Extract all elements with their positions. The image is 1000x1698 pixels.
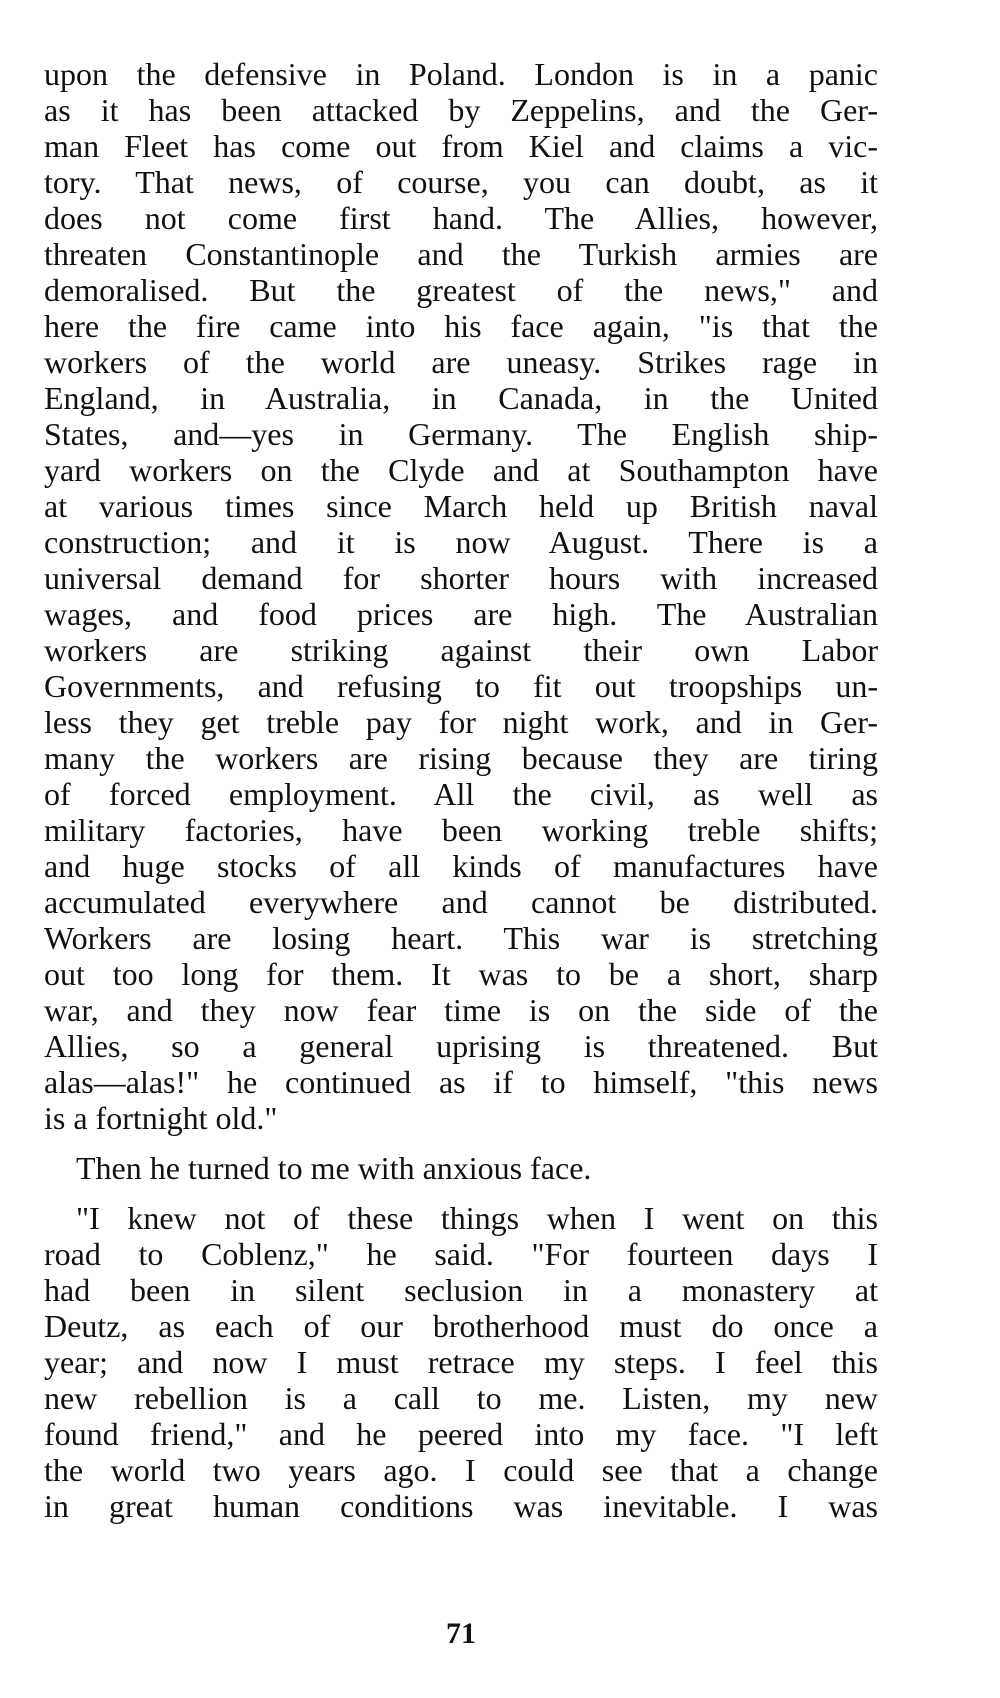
text-line: Allies, so a general uprising is threatened. But — [44, 1028, 878, 1064]
paragraph — [44, 56, 878, 1136]
text-line: workers are striking against their own Labor — [44, 632, 878, 668]
text-line: year; and now I must retrace my steps. I feel this — [44, 1344, 878, 1380]
text-line: accumulated everywhere and cannot be distributed. — [44, 884, 878, 920]
text-line: in great human conditions was inevitable. I was — [44, 1488, 878, 1524]
text-line: war, and they now fear time is on the side of the — [44, 992, 878, 1028]
paragraph — [44, 1200, 878, 1524]
text-line: is a fortnight old." — [44, 1100, 278, 1136]
text-line: threaten Constantinople and the Turkish armies are — [44, 236, 878, 272]
text-line: here the fire came into his face again, "is that the — [44, 308, 878, 344]
paragraph-spacer — [44, 1186, 878, 1200]
text-line: found friend," and he peered into my face. "I left — [44, 1416, 878, 1452]
text-line: many the workers are rising because they are tiring — [44, 740, 878, 776]
text-line: had been in silent seclusion in a monastery at — [44, 1272, 878, 1308]
text-line: construction; and it is now August. There is a — [44, 524, 878, 560]
text-line: and huge stocks of all kinds of manufactures have — [44, 848, 878, 884]
text-line: Then he turned to me with anxious face. — [76, 1150, 592, 1186]
text-line: wages, and food prices are high. The Australian — [44, 596, 878, 632]
body-text — [44, 56, 878, 1524]
page-number: 71 — [446, 1617, 476, 1650]
text-line: out too long for them. It was to be a short, sharp — [44, 956, 878, 992]
text-line: States, and—yes in Germany. The English ship- — [44, 416, 878, 452]
paragraph — [44, 1150, 878, 1186]
text-line: new rebellion is a call to me. Listen, my new — [44, 1380, 878, 1416]
text-line: workers of the world are uneasy. Strikes rage in — [44, 344, 878, 380]
text-line: yard workers on the Clyde and at Southampton have — [44, 452, 878, 488]
text-line: road to Coblenz," he said. "For fourteen days I — [44, 1236, 878, 1272]
text-line: at various times since March held up British naval — [44, 488, 878, 524]
paragraph-spacer — [44, 1136, 878, 1150]
text-line: England, in Australia, in Canada, in the United — [44, 380, 878, 416]
text-line: less they get treble pay for night work, and in Ger- — [44, 704, 878, 740]
text-line: "I knew not of these things when I went on this — [76, 1200, 878, 1236]
text-line: upon the defensive in Poland. London is in a panic — [44, 56, 878, 92]
text-line: alas—alas!" he continued as if to himself, "this news — [44, 1064, 878, 1100]
text-line: the world two years ago. I could see that a change — [44, 1452, 878, 1488]
text-line: military factories, have been working treble shifts; — [44, 812, 878, 848]
text-line: does not come first hand. The Allies, however, — [44, 200, 878, 236]
text-line: tory. That news, of course, you can doubt, as it — [44, 164, 878, 200]
text-line: Workers are losing heart. This war is stretching — [44, 920, 878, 956]
text-line: man Fleet has come out from Kiel and claims a vic- — [44, 128, 878, 164]
text-line: universal demand for shorter hours with increased — [44, 560, 878, 596]
text-line: as it has been attacked by Zeppelins, and the Ger- — [44, 92, 878, 128]
text-line: of forced employment. All the civil, as well as — [44, 776, 878, 812]
text-line: demoralised. But the greatest of the news," and — [44, 272, 878, 308]
text-line: Deutz, as each of our brotherhood must do once a — [44, 1308, 878, 1344]
text-line: Governments, and refusing to fit out troopships un- — [44, 668, 878, 704]
